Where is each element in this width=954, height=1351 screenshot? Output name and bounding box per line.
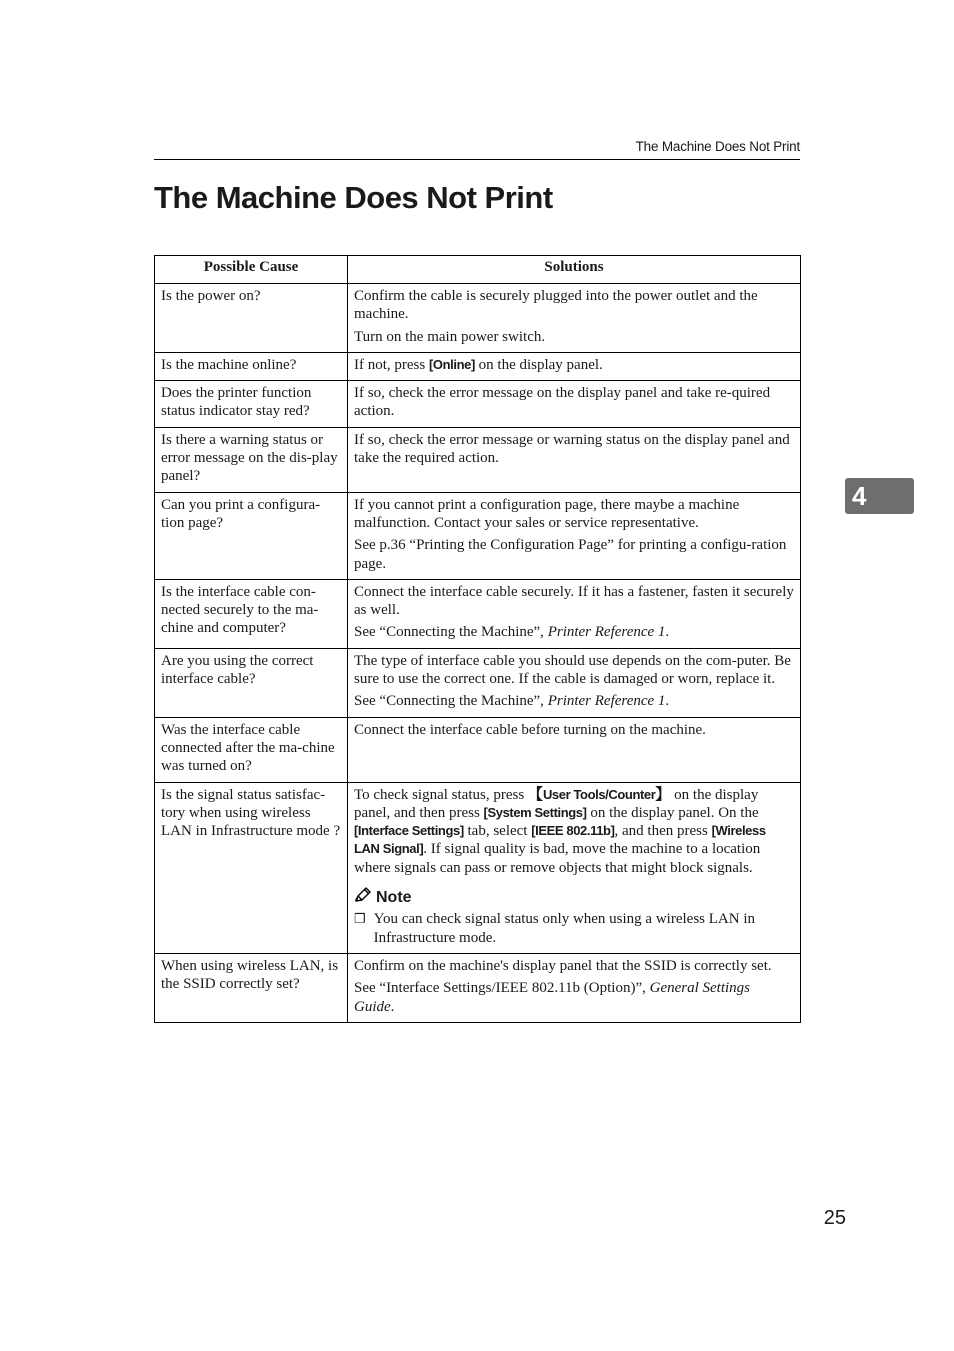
reference-text: See “Connecting the Machine”, Printer Reference 1. (354, 693, 670, 710)
table-header-row (155, 256, 801, 284)
solution-text: Connect the interface cable securely. If it has a fastener, fasten it securely as well. (354, 583, 794, 619)
solution-cell (348, 717, 801, 782)
troubleshooting-table (154, 255, 801, 1023)
table-row (155, 352, 801, 380)
wireless-lan-signal-key-label: [Wireless LAN Signal] (354, 823, 766, 857)
solution-text: If not, press [Online] on the display panel. (354, 356, 603, 373)
online-key-label: [Online] (429, 356, 475, 372)
column-header-cause: Possible Cause (155, 256, 348, 284)
solution-text: If so, check the error message on the display panel and take re-quired action. (354, 385, 771, 420)
cause-cell: Was the interface cable connected after the ma-chine was turned on? (155, 717, 348, 782)
note-block (354, 887, 794, 947)
manual-reference: General Settings Guide (354, 980, 751, 1015)
note-text: You can check signal status only when using a wireless LAN in Infrastructure mode. (373, 911, 755, 946)
solution-cell (348, 427, 801, 492)
manual-reference: Printer Reference 1 (547, 693, 666, 710)
checkbox-bullet-icon: ❒ (354, 911, 366, 927)
cause-cell: Is the power on? (155, 284, 348, 353)
solution-cell (348, 381, 801, 428)
system-settings-key-label: [System Settings] (483, 804, 587, 820)
solution-text: Turn on the main power switch. (354, 328, 546, 345)
table-row (155, 284, 801, 353)
cause-cell: When using wireless LAN, is the SSID correctly set? (155, 953, 348, 1022)
running-header: The Machine Does Not Print (635, 139, 800, 154)
solution-cell (348, 284, 801, 353)
interface-settings-key-label: [Interface Settings] (354, 823, 464, 839)
table-row (155, 427, 801, 492)
table-row (155, 381, 801, 428)
header-rule (154, 159, 800, 160)
solution-cell (348, 782, 801, 953)
solution-text: The type of interface cable you should use depends on the com-puter. Be sure to use the correct one. If the cable is damaged or worn, replace it. (354, 652, 791, 688)
ieee-key-label: [IEEE 802.11b] (531, 823, 615, 839)
manual-reference: Printer Reference 1 (547, 624, 666, 641)
page-title: The Machine Does Not Print (154, 180, 553, 215)
table-row (155, 782, 801, 953)
solution-text: See p.36 “Printing the Configuration Page” for printing a configu-ration page. (354, 537, 787, 572)
note-title: Note (376, 888, 412, 906)
solution-text: If you cannot print a configuration page, there maybe a machine malfunction. Contact your sales or service representative. (354, 496, 740, 531)
solution-text: To check signal status, press 【User Tools/Counter】 on the display panel, and then press [System Settings] on the display panel. On the [Interface Settings] tab, select [IEEE 802.11b], and then press [Wireless LAN Signal]. If signal quality is bad, move the machine to a location where signals can pass or remove objects that might block signals. (354, 785, 766, 876)
solution-cell (348, 352, 801, 380)
cause-cell: Does the printer function status indicator stay red? (155, 381, 348, 428)
pencil-icon (354, 887, 372, 908)
table-row (155, 953, 801, 1022)
solution-cell (348, 953, 801, 1022)
solution-text: Connect the interface cable before turning on the machine. (354, 721, 706, 738)
cause-cell: Can you print a configura-tion page? (155, 492, 348, 579)
cause-cell: Is the machine online? (155, 352, 348, 380)
table-row (155, 579, 801, 648)
note-heading (354, 887, 794, 908)
solution-text: Confirm the cable is securely plugged into the power outlet and the machine. (354, 288, 758, 323)
cause-cell: Is the signal status satisfac-tory when using wireless LAN in Infrastructure mode ? (155, 782, 348, 953)
table-row (155, 648, 801, 717)
solution-text: If so, check the error message or warning status on the display panel and take the required action. (354, 431, 790, 467)
chapter-tab: 4 (845, 478, 914, 514)
solution-cell (348, 648, 801, 717)
cause-cell: Is there a warning status or error message on the dis-play panel? (155, 427, 348, 492)
page-number: 25 (823, 1207, 846, 1229)
cause-cell: Are you using the correct interface cable? (155, 648, 348, 717)
solution-text: Confirm on the machine's display panel that the SSID is correctly set. (354, 957, 772, 974)
reference-text: See “Interface Settings/IEEE 802.11b (Option)”, General Settings Guide. (354, 980, 751, 1015)
table-row (155, 717, 801, 782)
solution-cell (348, 579, 801, 648)
user-tools-key-label: User Tools/Counter (542, 786, 656, 802)
reference-text: See “Connecting the Machine”, Printer Reference 1. (354, 624, 670, 641)
cause-cell: Is the interface cable con-nected securely to the ma-chine and computer? (155, 579, 348, 648)
solution-cell (348, 492, 801, 579)
column-header-solutions: Solutions (348, 256, 801, 284)
note-item (354, 910, 794, 947)
table-row (155, 492, 801, 579)
